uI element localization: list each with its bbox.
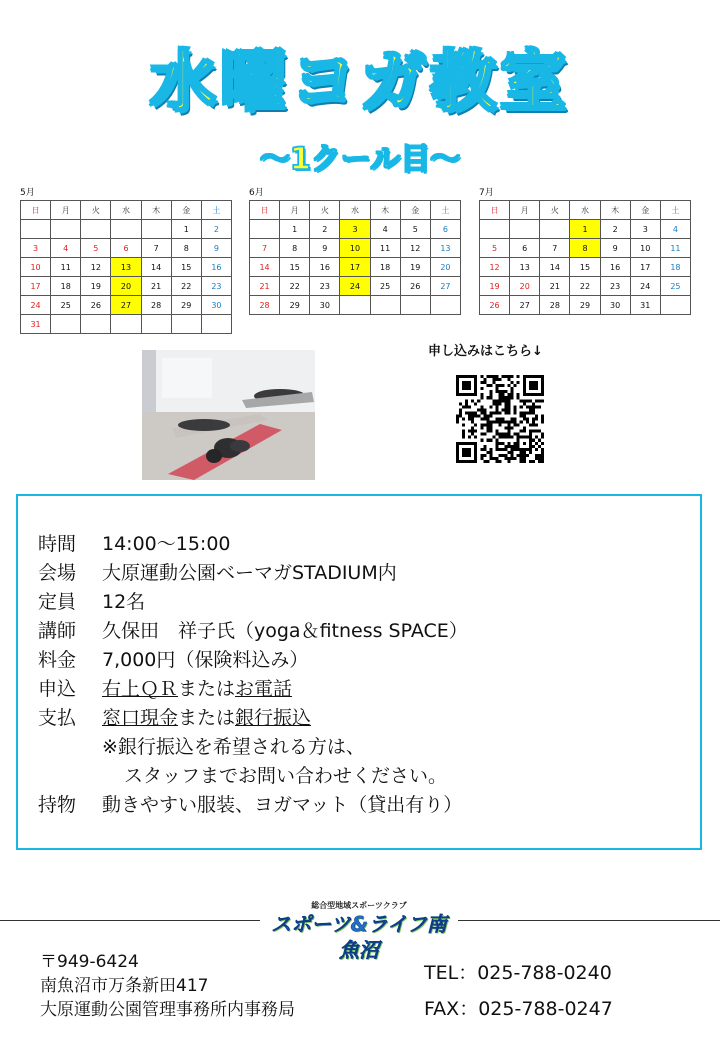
calendar-day: 27 <box>430 277 460 296</box>
calendar-weekday: 月 <box>280 201 310 220</box>
calendar-july <box>479 186 691 315</box>
calendar-day <box>250 220 280 239</box>
calendar-day: 23 <box>600 277 630 296</box>
info-value: 14:00～15:00 <box>102 533 231 555</box>
calendar-day: 28 <box>141 296 171 315</box>
calendar-day: 18 <box>660 258 690 277</box>
calendar-day: 5 <box>480 239 510 258</box>
calendar-weekday: 金 <box>630 201 660 220</box>
calendar-day <box>201 315 231 334</box>
calendar-weekday: 月 <box>51 201 81 220</box>
calendar-day <box>400 296 430 315</box>
calendar-day: 14 <box>141 258 171 277</box>
calendar-weekday: 水 <box>570 201 600 220</box>
calendar-weekday: 土 <box>660 201 690 220</box>
calendar-day: 7 <box>141 239 171 258</box>
calendar-day: 2 <box>600 220 630 239</box>
yoga-photo-illustration <box>142 350 315 480</box>
info-key: 時間 <box>38 533 77 555</box>
calendar-day: 24 <box>340 277 370 296</box>
calendar-day: 30 <box>600 296 630 315</box>
calendar-day: 10 <box>21 258 51 277</box>
calendar-day: 2 <box>201 220 231 239</box>
calendar-day: 28 <box>250 296 280 315</box>
calendar-day: 3 <box>340 220 370 239</box>
calendar-day <box>141 315 171 334</box>
calendar-day: 29 <box>280 296 310 315</box>
calendar-month-label: 6月 <box>249 188 264 198</box>
calendar-day: 8 <box>570 239 600 258</box>
calendar-day: 15 <box>280 258 310 277</box>
apply-phone-link[interactable]: お電話 <box>235 678 293 700</box>
payment-bank-text: 銀行振込 <box>235 707 312 729</box>
payment-note-line2: スタッフまでお問い合わせください。 <box>124 765 448 787</box>
info-key: 料金 <box>38 649 77 671</box>
calendar-weekday: 火 <box>81 201 111 220</box>
calendar-day <box>430 296 460 315</box>
calendar-june <box>249 186 461 315</box>
calendar-day: 10 <box>340 239 370 258</box>
calendar-day: 4 <box>370 220 400 239</box>
calendar-day: 19 <box>480 277 510 296</box>
calendar-grid <box>20 200 232 334</box>
calendar-day: 17 <box>21 277 51 296</box>
calendar-day: 21 <box>250 277 280 296</box>
calendar-day: 22 <box>171 277 201 296</box>
apply-or-text: または <box>178 678 236 700</box>
calendar-day: 8 <box>171 239 201 258</box>
calendar-day <box>171 315 201 334</box>
calendar-day: 27 <box>111 296 141 315</box>
info-value: 久保田 祥子氏（yoga＆fitness SPACE） <box>102 620 468 642</box>
calendar-weekday: 金 <box>171 201 201 220</box>
postal-code: 〒949-6424 <box>40 952 139 972</box>
calendar-day: 23 <box>310 277 340 296</box>
info-key: 講師 <box>38 620 77 642</box>
calendar-day <box>111 220 141 239</box>
calendar-day: 13 <box>510 258 540 277</box>
info-row-apply <box>38 675 468 704</box>
calendar-day: 28 <box>540 296 570 315</box>
calendar-day: 14 <box>250 258 280 277</box>
calendar-day: 7 <box>250 239 280 258</box>
footer-address <box>40 950 295 1022</box>
calendar-day: 4 <box>660 220 690 239</box>
calendar-day <box>480 220 510 239</box>
calendar-day: 4 <box>51 239 81 258</box>
calendar-day: 1 <box>570 220 600 239</box>
calendar-weekday: 水 <box>340 201 370 220</box>
qr-code-graphic <box>456 375 544 463</box>
calendar-day <box>51 220 81 239</box>
calendar-day: 25 <box>51 296 81 315</box>
calendar-day: 31 <box>21 315 51 334</box>
calendar-day: 3 <box>21 239 51 258</box>
calendar-day: 9 <box>310 239 340 258</box>
calendar-day: 20 <box>510 277 540 296</box>
calendar-day: 24 <box>630 277 660 296</box>
calendar-weekday: 土 <box>201 201 231 220</box>
calendar-day: 11 <box>370 239 400 258</box>
calendar-day: 18 <box>370 258 400 277</box>
info-row-capacity <box>38 588 468 617</box>
calendar-day: 12 <box>480 258 510 277</box>
info-value: 大原運動公園ベーマガSTADIUM内 <box>102 562 397 584</box>
info-value: 7,000円（保険料込み） <box>102 649 309 671</box>
calendar-day: 29 <box>171 296 201 315</box>
calendar-day: 20 <box>430 258 460 277</box>
calendar-day: 21 <box>141 277 171 296</box>
office-name: 大原運動公園管理事務所内事務局 <box>40 1000 295 1020</box>
calendar-day: 13 <box>430 239 460 258</box>
calendar-day: 14 <box>540 258 570 277</box>
calendar-day: 10 <box>630 239 660 258</box>
calendar-day: 3 <box>630 220 660 239</box>
calendar-day: 25 <box>660 277 690 296</box>
info-row-bring <box>38 791 468 820</box>
calendar-day: 19 <box>81 277 111 296</box>
calendar-day <box>81 315 111 334</box>
calendar-day: 15 <box>171 258 201 277</box>
info-row-payment <box>38 704 468 733</box>
calendar-day: 6 <box>111 239 141 258</box>
calendar-day: 17 <box>630 258 660 277</box>
event-info-list <box>38 530 468 820</box>
calendar-may <box>20 186 232 334</box>
calendar-day: 9 <box>600 239 630 258</box>
calendar-day: 9 <box>201 239 231 258</box>
calendar-day: 29 <box>570 296 600 315</box>
calendar-day <box>660 296 690 315</box>
calendar-day: 31 <box>630 296 660 315</box>
calendar-weekday: 火 <box>310 201 340 220</box>
calendar-weekday: 月 <box>510 201 540 220</box>
info-key: 定員 <box>38 591 77 613</box>
calendar-day: 11 <box>51 258 81 277</box>
apply-qr-link[interactable]: 右上ＱＲ <box>102 678 179 700</box>
calendar-day <box>370 296 400 315</box>
calendar-weekday: 日 <box>250 201 280 220</box>
club-logo-tagline: 総合型地域スポーツクラブ <box>311 901 407 910</box>
info-row-fee <box>38 646 468 675</box>
club-logo-name: スポーツ&ライフ南魚沼 <box>271 912 447 962</box>
calendar-day: 16 <box>201 258 231 277</box>
info-row-time <box>38 530 468 559</box>
calendar-day: 26 <box>81 296 111 315</box>
calendar-day <box>510 220 540 239</box>
calendar-day <box>81 220 111 239</box>
calendar-day <box>141 220 171 239</box>
calendar-grid <box>479 200 691 315</box>
calendar-grid <box>249 200 461 315</box>
calendar-day: 15 <box>570 258 600 277</box>
calendar-weekday: 火 <box>540 201 570 220</box>
footer-contact <box>424 955 613 1027</box>
calendar-day: 5 <box>81 239 111 258</box>
calendar-weekday: 水 <box>111 201 141 220</box>
calendar-day: 8 <box>280 239 310 258</box>
calendar-day: 26 <box>400 277 430 296</box>
calendar-day: 19 <box>400 258 430 277</box>
calendar-weekday: 木 <box>141 201 171 220</box>
page-title: 水曜ヨガ教室 <box>150 43 570 120</box>
info-row-venue <box>38 559 468 588</box>
calendar-weekday: 木 <box>370 201 400 220</box>
club-logo <box>262 901 456 962</box>
calendar-day: 17 <box>340 258 370 277</box>
calendar-day: 22 <box>280 277 310 296</box>
calendar-day: 22 <box>570 277 600 296</box>
calendar-day: 30 <box>201 296 231 315</box>
calendar-day <box>111 315 141 334</box>
phone-number[interactable]: TEL：025-788-0240 <box>424 962 612 984</box>
info-value: 12名 <box>102 591 146 613</box>
payment-note-line1: ※銀行振込を希望される方は、 <box>102 736 365 758</box>
calendar-day: 21 <box>540 277 570 296</box>
calendar-day: 6 <box>510 239 540 258</box>
info-value: 動きやすい服装、ヨガマット（貸出有り） <box>102 794 463 816</box>
qr-code-icon[interactable] <box>456 375 544 463</box>
calendar-day: 20 <box>111 277 141 296</box>
apply-here-label: 申し込みはこちら↓ <box>428 344 543 359</box>
calendar-day: 27 <box>510 296 540 315</box>
calendar-day: 23 <box>201 277 231 296</box>
calendar-day: 12 <box>400 239 430 258</box>
calendar-day: 5 <box>400 220 430 239</box>
calendar-month-label: 5月 <box>20 188 35 198</box>
address-line: 南魚沼市万条新田417 <box>40 976 209 996</box>
calendar-day: 2 <box>310 220 340 239</box>
info-value <box>102 704 311 733</box>
footer-divider-right <box>458 920 720 921</box>
calendar-weekday: 木 <box>600 201 630 220</box>
calendar-day: 13 <box>111 258 141 277</box>
calendar-month-label: 7月 <box>479 188 494 198</box>
info-key: 支払 <box>38 707 77 729</box>
calendar-day: 1 <box>171 220 201 239</box>
footer-divider-left <box>0 920 260 921</box>
calendar-weekday: 土 <box>430 201 460 220</box>
payment-or-text: または <box>178 707 236 729</box>
calendar-day: 6 <box>430 220 460 239</box>
info-row-instructor <box>38 617 468 646</box>
info-key: 会場 <box>38 562 77 584</box>
calendar-day: 16 <box>600 258 630 277</box>
calendar-day: 1 <box>280 220 310 239</box>
payment-cash-text: 窓口現金 <box>102 707 179 729</box>
calendar-weekday: 日 <box>480 201 510 220</box>
calendar-weekday: 金 <box>400 201 430 220</box>
calendar-day <box>21 220 51 239</box>
fax-number: FAX：025-788-0247 <box>424 998 613 1020</box>
calendar-day: 12 <box>81 258 111 277</box>
calendar-day: 16 <box>310 258 340 277</box>
calendar-weekday: 日 <box>21 201 51 220</box>
calendar-day: 26 <box>480 296 510 315</box>
calendar-day <box>51 315 81 334</box>
calendar-day: 25 <box>370 277 400 296</box>
calendar-day: 30 <box>310 296 340 315</box>
calendar-day: 7 <box>540 239 570 258</box>
calendar-day <box>540 220 570 239</box>
calendar-day <box>340 296 370 315</box>
yoga-class-photo <box>142 350 315 480</box>
calendar-day: 24 <box>21 296 51 315</box>
info-value <box>102 675 292 704</box>
info-key: 申込 <box>38 678 77 700</box>
info-key: 持物 <box>38 794 77 816</box>
page-subtitle: ～1クール目～ <box>259 142 461 177</box>
calendar-day: 11 <box>660 239 690 258</box>
calendar-day: 18 <box>51 277 81 296</box>
